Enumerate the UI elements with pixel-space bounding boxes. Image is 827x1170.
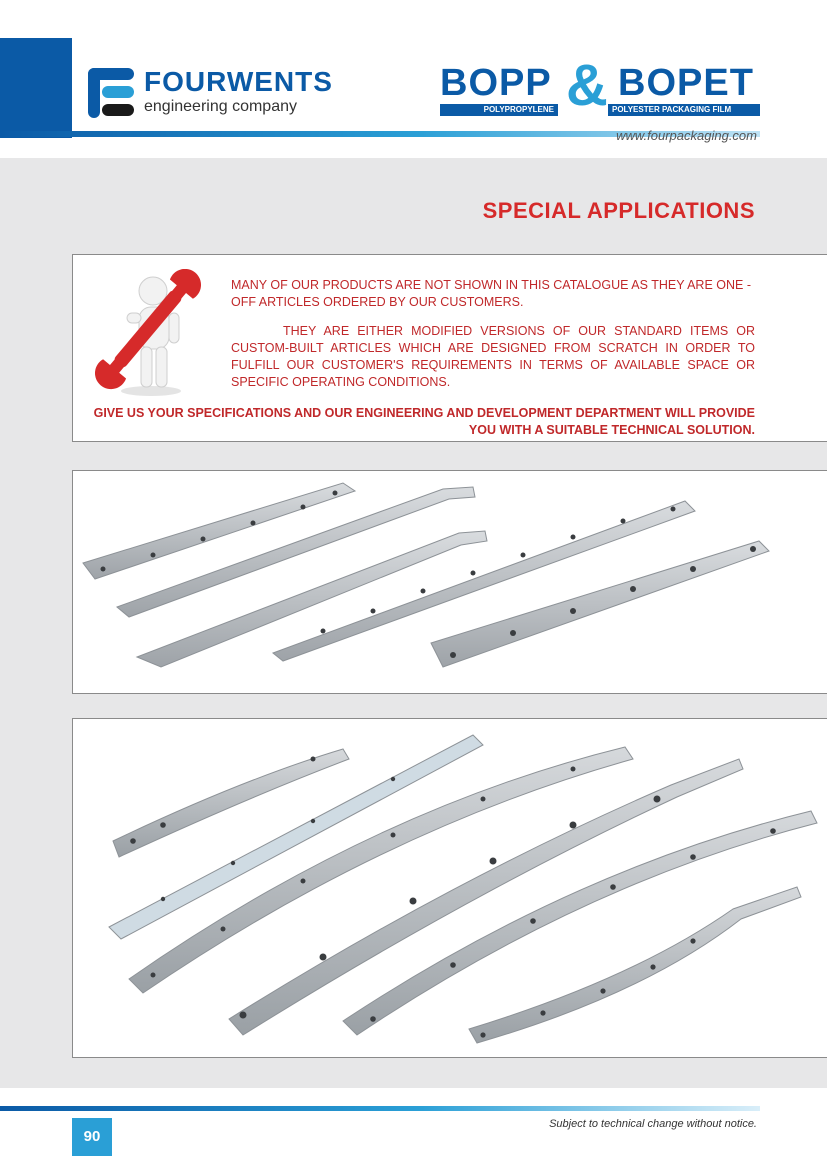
brand-bopet: BOPET bbox=[618, 62, 754, 104]
photo-curved-blades bbox=[72, 718, 827, 1058]
call-to-action: GIVE US YOUR SPECIFICATIONS AND OUR ENGINEERING AND DEVELOPMENT DEPARTMENT WILL PROVIDE YOU WITH A SUITABLE TECHNICAL SOLUTION. bbox=[93, 406, 755, 437]
photo-straight-blades bbox=[72, 470, 827, 694]
website-link[interactable]: www.fourpackaging.com bbox=[616, 128, 757, 143]
brand-bopet-subtitle: POLYESTER PACKAGING FILM LINES bbox=[612, 105, 732, 126]
worker-with-wrench-icon bbox=[93, 269, 203, 397]
intro-paragraph: MANY OF OUR PRODUCTS ARE NOT SHOWN IN THIS CATALOGUE AS THEY ARE ONE -OFF ARTICLES ORDERED BY OUR CUSTOMERS. bbox=[231, 278, 751, 309]
bopp-bopet-logo bbox=[440, 53, 760, 126]
company-name: FOURWENTS bbox=[144, 66, 333, 97]
fourwents-mark-icon bbox=[88, 68, 134, 118]
info-box bbox=[72, 254, 827, 442]
page-title: SPECIAL APPLICATIONS bbox=[482, 198, 755, 223]
straight-blades-image bbox=[73, 471, 827, 694]
footer-notice: Subject to technical change without notice. bbox=[549, 1118, 757, 1130]
brand-bopp-subtitle: POLYPROPYLENE bbox=[483, 105, 554, 114]
brand-bopet-subtitle-bar bbox=[608, 104, 760, 126]
curved-blades-image bbox=[73, 719, 827, 1058]
footer-rule bbox=[0, 1106, 760, 1111]
brand-ampersand: & bbox=[566, 53, 608, 118]
brand-bopp-subtitle-bar bbox=[440, 104, 558, 116]
header-blue-block bbox=[0, 38, 72, 138]
detail-paragraph: THEY ARE EITHER MODIFIED VERSIONS OF OUR STANDARD ITEMS OR CUSTOM-BUILT ARTICLES WHICH ARE DESIGNED FROM SCRATCH IN ORDER TO FULFILL OUR CUSTOMER'S REQUIREMENTS IN TERMS OF AVAILABLE SPACE OR SPECIFIC OPERATING CONDITIONS. bbox=[231, 324, 755, 389]
company-subtitle: engineering company bbox=[144, 98, 297, 115]
fourwents-logo bbox=[88, 66, 333, 122]
page-number: 90 bbox=[72, 1118, 112, 1156]
brand-bopp: BOPP bbox=[440, 62, 552, 104]
